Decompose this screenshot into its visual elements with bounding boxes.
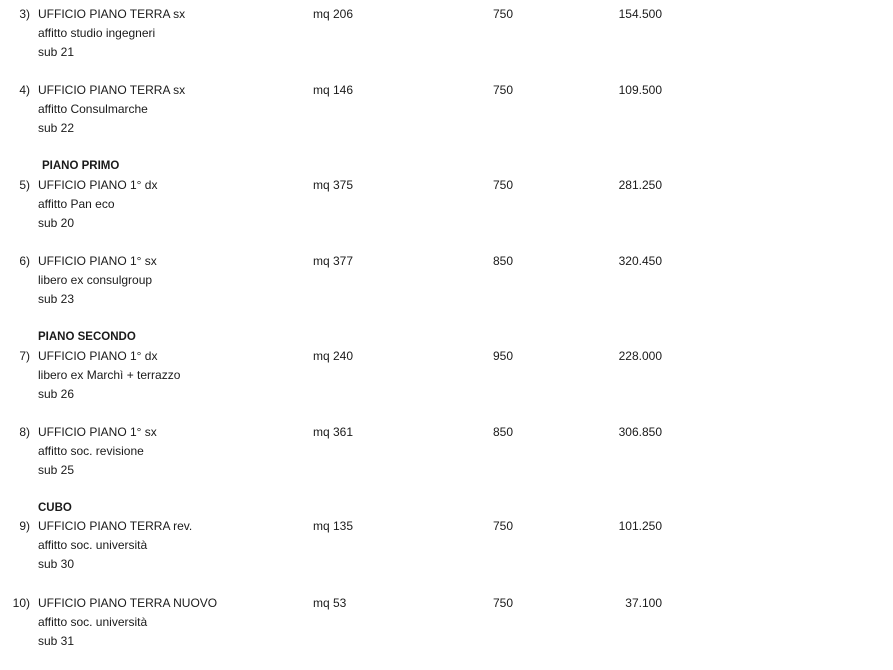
table-row	[0, 176, 893, 236]
row-unit: UFFICIO PIANO 1° sx	[38, 425, 157, 439]
row-description	[38, 347, 180, 404]
row-unit: UFFICIO PIANO TERRA sx	[38, 7, 186, 21]
row-description	[38, 81, 185, 138]
heading-piano-secondo: PIANO SECONDO	[38, 331, 136, 343]
row-area: mq 361	[313, 425, 354, 439]
row-sub: sub 31	[38, 634, 75, 648]
row-tenant: affitto Pan eco	[38, 197, 115, 211]
row-total: 320.450	[618, 254, 662, 268]
table-row	[0, 423, 893, 483]
row-sub: sub 23	[38, 292, 75, 306]
row-description	[38, 423, 157, 480]
row-tenant: affitto soc. università	[38, 615, 148, 629]
row-number: 8)	[19, 425, 30, 439]
row-tenant: libero ex consulgroup	[38, 273, 153, 287]
row-number: 7)	[19, 349, 30, 363]
row-sub: sub 20	[38, 216, 75, 230]
row-total: 154.500	[618, 7, 662, 21]
table-row	[0, 252, 893, 312]
row-total: 37.100	[625, 596, 662, 610]
row-area: mq 375	[313, 178, 354, 192]
row-description	[38, 176, 157, 233]
table-row	[0, 594, 893, 654]
row-unit-price: 750	[493, 7, 514, 21]
row-unit: UFFICIO PIANO 1° sx	[38, 254, 157, 268]
row-number: 10)	[12, 596, 30, 610]
row-area: mq 135	[313, 519, 354, 533]
row-total: 101.250	[618, 519, 662, 533]
row-area: mq 240	[313, 349, 354, 363]
row-unit-price: 750	[493, 519, 514, 533]
row-total: 109.500	[618, 83, 662, 97]
table-row	[0, 5, 893, 65]
row-tenant: affitto studio ingegneri	[38, 26, 156, 40]
row-sub: sub 25	[38, 463, 75, 477]
row-unit-price: 750	[493, 83, 514, 97]
heading-cubo: CUBO	[38, 502, 72, 514]
row-unit: UFFICIO PIANO TERRA NUOVO	[38, 596, 218, 610]
row-total: 306.850	[618, 425, 662, 439]
row-tenant: affitto soc. revisione	[38, 444, 144, 458]
row-description	[38, 594, 217, 651]
row-sub: sub 22	[38, 121, 75, 135]
row-total: 281.250	[618, 178, 662, 192]
row-sub: sub 26	[38, 387, 75, 401]
row-tenant: affitto soc. università	[38, 538, 148, 552]
row-unit: UFFICIO PIANO 1° dx	[38, 349, 158, 363]
table-row	[0, 517, 893, 577]
row-sub: sub 30	[38, 557, 75, 571]
row-number: 5)	[19, 178, 30, 192]
row-area: mq 53	[313, 596, 347, 610]
row-area: mq 377	[313, 254, 354, 268]
row-description	[38, 252, 157, 309]
row-description	[38, 517, 192, 574]
row-description	[38, 5, 185, 62]
row-area: mq 146	[313, 83, 354, 97]
row-unit-price: 850	[493, 254, 514, 268]
row-unit: UFFICIO PIANO TERRA sx	[38, 83, 186, 97]
table-row	[0, 81, 893, 141]
row-total: 228.000	[618, 349, 662, 363]
row-number: 9)	[19, 519, 30, 533]
row-tenant: affitto Consulmarche	[38, 102, 148, 116]
row-area: mq 206	[313, 7, 354, 21]
row-unit: UFFICIO PIANO 1° dx	[38, 178, 158, 192]
row-unit-price: 950	[493, 349, 514, 363]
row-number: 6)	[19, 254, 30, 268]
row-sub: sub 21	[38, 45, 75, 59]
row-unit-price: 750	[493, 178, 514, 192]
heading-piano-primo: PIANO PRIMO	[42, 160, 120, 172]
row-unit: UFFICIO PIANO TERRA rev.	[38, 519, 193, 533]
table-row	[0, 347, 893, 407]
row-number: 3)	[19, 7, 30, 21]
row-tenant: libero ex Marchì + terrazzo	[38, 368, 181, 382]
row-number: 4)	[19, 83, 30, 97]
row-unit-price: 850	[493, 425, 514, 439]
row-unit-price: 750	[493, 596, 514, 610]
